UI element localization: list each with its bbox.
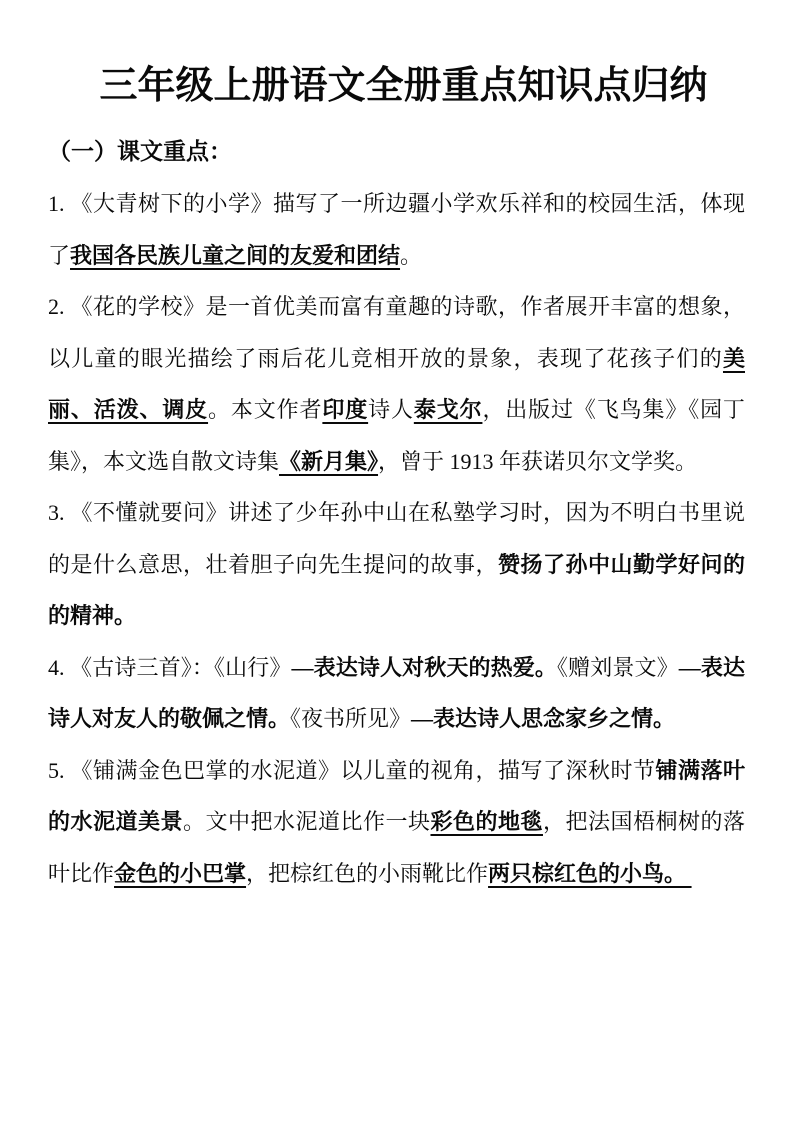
emphasized-underlined-text: 我国各民族儿童之间的友爱和团结 [70, 242, 401, 268]
body-text: 。 [400, 242, 423, 268]
paragraph [48, 745, 745, 900]
body-text: 。文中把水泥道比作一块 [183, 809, 431, 834]
emphasized-underlined-text: 《新月集》 [279, 448, 379, 474]
emphasized-underlined-text: 金色的小巴掌 [114, 860, 247, 886]
body-text: 4. 《古诗三首》：《山行》 [48, 654, 292, 680]
body-text: 1. 《大青树下的小学》描写了一所边疆小学欢乐祥和的校园生活，体现了 [48, 191, 745, 268]
bold-text: 铺满落叶的水泥道美景 [48, 757, 745, 834]
body-text: 《夜书所见》 [290, 706, 412, 731]
body-text: ，把法国梧桐树的落叶比作 [48, 809, 745, 886]
bold-text: —表达诗人对秋天的热爱。 [291, 654, 557, 680]
body-text: ，把棕红色的小雨靴比作 [246, 860, 489, 886]
body-text: 2. 《花的学校》是一首优美而富有童趣的诗歌，作者展开丰富的想象，以儿童的眼光描绘了雨后花儿竞相开放的景象，表现了花孩子们的 [48, 294, 745, 371]
paragraph [48, 487, 745, 642]
emphasized-underlined-text: 印度 [322, 397, 369, 422]
emphasized-underlined-text: 彩色的地毯 [430, 809, 543, 834]
paragraph [48, 642, 745, 745]
body-text: ，出版过《飞鸟集》《园丁集》，本文选自散文诗集 [48, 397, 745, 474]
bold-text: —表达诗人对友人的敬佩之情。 [48, 654, 745, 731]
emphasized-underlined-text: 美丽、活泼、调皮 [48, 345, 745, 422]
body-text: 5. 《铺满金色巴掌的水泥道》以儿童的视角，描写了深秋时节 [48, 757, 656, 783]
body-text: 《赠刘景文》 [556, 654, 679, 680]
bold-text: —表达诗人思念家乡之情。 [411, 706, 676, 731]
bold-text: 赞扬了孙中山勤学好问的的精神。 [48, 551, 745, 628]
page-title: 三年级上册语文全册重点知识点归纳 [99, 65, 708, 107]
emphasized-underlined-text: 泰戈尔 [413, 397, 483, 422]
emphasized-underlined-text: 两只棕红色的小鸟。 [488, 860, 692, 886]
body-text: 诗人 [368, 397, 414, 422]
body-text: 3. 《不懂就要问》讲述了少年孙中山在私塾学习时，因为不明白书里说的是什么意思，壮着胆子向先生提问的故事， [48, 500, 745, 577]
content [48, 178, 745, 899]
body-text: ，曾于 1913 年获诺贝尔文学奖。 [378, 448, 698, 474]
section-heading: （一）课文重点： [48, 139, 232, 164]
body-text: 。本文作者 [208, 397, 323, 422]
paragraph [48, 178, 745, 281]
paragraph [48, 281, 745, 487]
